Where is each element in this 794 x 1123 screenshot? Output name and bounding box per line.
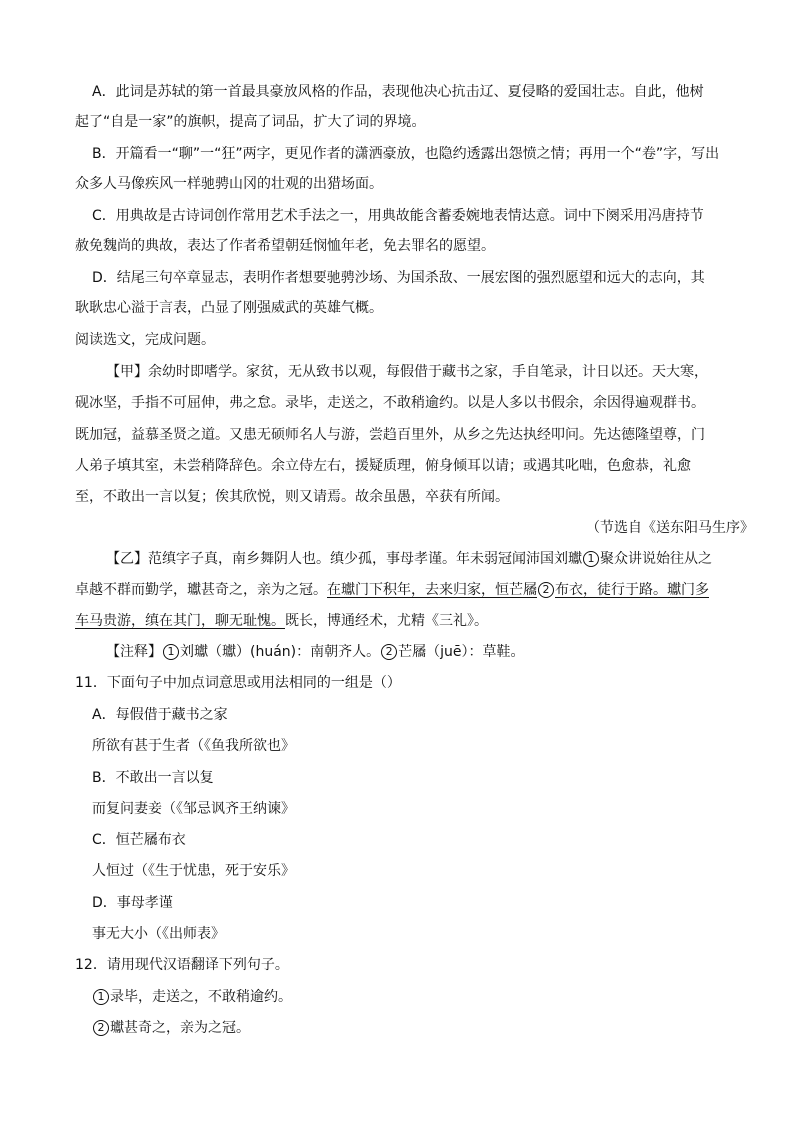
passage-yi-text: 卓越不群而勤学，瓛甚奇之，亲为之冠。 [75, 582, 327, 598]
option-b-line2: 众多人马像疾风一样驰骋山冈的壮观的出猎场面。 [75, 176, 383, 192]
option-c-line2: 赦免魏尚的典故，表达了作者希望朝廷悯恤年老，免去罪名的愿望。 [75, 238, 495, 254]
option-a-line1: A．此词是苏轼的第一首最具豪放风格的作品，表现他决心抗击辽、夏侵略的爱国壮志。自此，他树 [92, 84, 704, 100]
passage-yi-text: 聚众讲说始往从之 [600, 551, 712, 567]
option-d-line2: 耿耿忠心溢于言表，凸显了刚强威武的英雄气概。 [75, 300, 383, 316]
option-a-line2: 起了“自是一家”的旗帜，提高了词品，扩大了词的界境。 [75, 114, 426, 130]
underlined-sentence: 车马贵游，缜在其门，聊无耻愧。 [75, 613, 285, 629]
q11-option-b-compare: 而复问妻妾（《邹忌讽齐王纳谏》 [92, 801, 295, 817]
passage-jia-line2: 砚冰坚，手指不可屈伸，弗之怠。录毕，走送之，不敢稍逾约。以是人多以书假余，余因得遍观群书。 [75, 395, 705, 411]
sentence-mark-1: 1 [93, 989, 109, 1005]
q11-option-c: C．恒芒屩布衣 [92, 832, 186, 848]
q11-option-d-compare: 事无大小（《出师表》 [92, 926, 225, 942]
passage-yi-notes [106, 642, 776, 662]
footnote-mark-2: 2 [538, 582, 554, 598]
underlined-sentence: 在瓛门下积年，去来归家，恒芒屩 [327, 582, 537, 598]
passage-yi-text: 瓛 [568, 551, 582, 567]
passage-jia-line4: 人弟子填其室，未尝稍降辞色。余立侍左右，援疑质理，俯身倾耳以请；或遇其叱咄，色愈恭，礼愈 [75, 458, 691, 474]
passage-yi-line1 [106, 549, 776, 569]
q11-option-b: B．不敢出一言以复 [92, 770, 214, 786]
q12-sentence-1-text: 录毕，走送之，不敢稍逾约。 [110, 989, 292, 1005]
note-1: 刘瓛（瓛）(huán)：南朝齐人。 [180, 644, 381, 660]
q11-option-a: A．每假借于藏书之家 [92, 707, 228, 723]
q12-sentence-2 [92, 1018, 762, 1038]
passage-yi-text: 既长，博通经术，尤精《三礼》。 [285, 613, 488, 629]
passage-yi-line3 [75, 611, 745, 631]
q12-sentence-1 [92, 987, 762, 1007]
option-c-line1: C．用典故是古诗词创作常用艺术手法之一，用典故能含蓄委婉地表情达意。词中下阕采用冯唐持节 [92, 208, 704, 224]
q11-option-a-compare: 所欲有甚于生者（《鱼我所欲也》 [92, 738, 295, 754]
note-2: 芒屩（juē）：草鞋。 [398, 644, 525, 660]
option-d-line1: D．结尾三句卒章显志，表明作者想要驰骋沙场、为国杀敌、一展宏图的强烈愿望和远大的志向，其 [92, 270, 705, 286]
option-b-line1: B．开篇看一“聊”一“狂”两字，更见作者的潇洒豪放，也隐约透露出怨愤之情；再用一个“卷”字，写出 [92, 146, 720, 162]
q11-option-d: D．事母孝谨 [92, 895, 173, 911]
passage-jia-line1: 【甲】余幼时即嗜学。家贫，无从致书以观，每假借于藏书之家，手自笔录，计日以还。天大寒， [106, 364, 708, 380]
note-mark-1: 1 [163, 644, 179, 660]
footnote-mark-1: 1 [583, 551, 599, 567]
passage-yi-line2 [75, 580, 745, 600]
question-11-stem: 11．下面句子中加点词意思或用法相同的一组是（） [75, 675, 401, 691]
passage-jia-line5: 至，不敢出一言以复；俟其欣悦，则又请焉。故余虽愚，卒获有所闻。 [75, 489, 509, 505]
passage-jia-source: （节选自《送东阳马生序》 [586, 520, 754, 536]
underlined-sentence: 布衣，徒行于路。瓛门多 [555, 582, 709, 598]
notes-label: 【注释】 [106, 644, 162, 660]
q12-sentence-2-text: 瓛甚奇之，亲为之冠。 [110, 1020, 250, 1036]
question-12-stem: 12．请用现代汉语翻译下列句子。 [75, 957, 289, 973]
passage-yi-text: 【乙】范缜字子真，南乡舞阴人也。缜少孤，事母孝谨。年未弱冠闻沛国刘 [106, 551, 568, 567]
passage-jia-line3: 既加冠，益慕圣贤之道。又患无硕师名人与游，尝趋百里外，从乡之先达执经叩问。先达德隆望尊，门 [75, 427, 705, 443]
sentence-mark-2: 2 [93, 1020, 109, 1036]
note-mark-2: 2 [381, 644, 397, 660]
reading-intro: 阅读选文，完成问题。 [75, 332, 215, 348]
q11-option-c-compare: 人恒过（《生于忧患，死于安乐》 [92, 863, 295, 879]
